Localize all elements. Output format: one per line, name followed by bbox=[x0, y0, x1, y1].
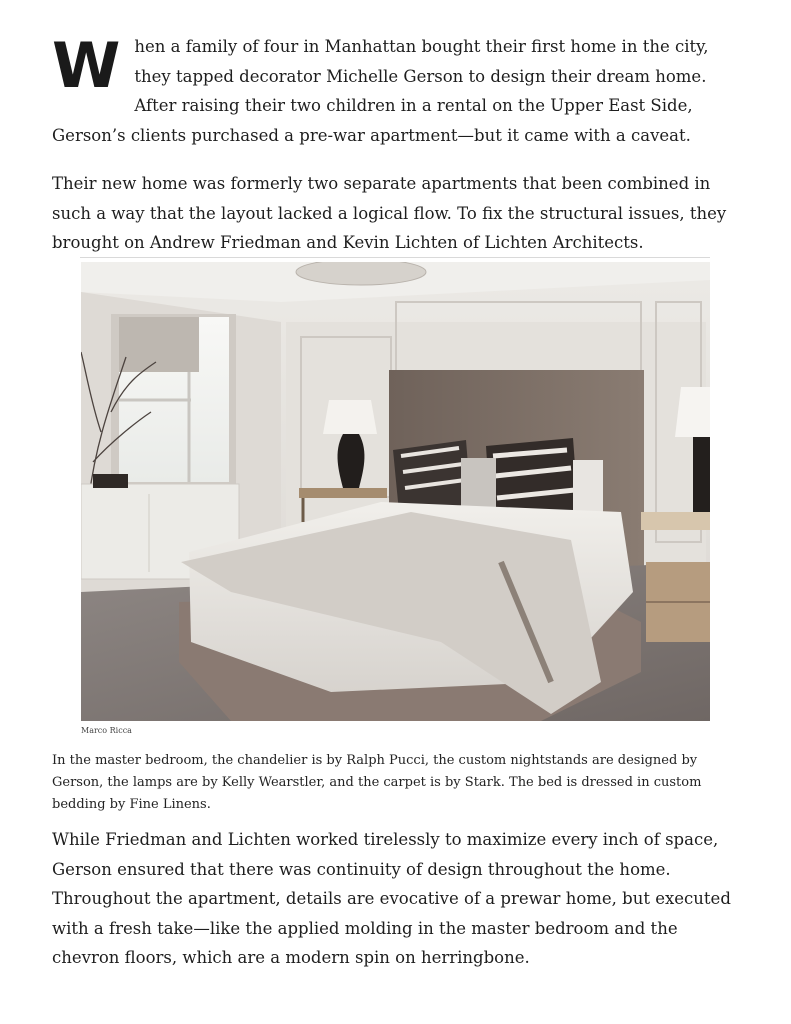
drop-cap: W bbox=[52, 29, 121, 102]
bedroom-photo bbox=[81, 262, 710, 721]
photo-credit: Marco Ricca bbox=[81, 726, 132, 735]
image-top-rule bbox=[80, 257, 710, 258]
third-paragraph: While Friedman and Lichten worked tirelessly to maximize every inch of space, Gerson ensured that there was continuity of design throughout the home. Throughout the apartment, details are evocative of a prewar home, but executed with a fresh take—like the applied molding in the master bedroom and the chevron floors, which are a modern spin on herringbone. bbox=[52, 830, 731, 967]
intro-paragraph-text: hen a family of four in Manhattan bought their first home in the city, they tapped decorator Michelle Gerson to design their dream home. After raising their two children in a rental on the Upper East Side, Gerson’s clients purchased a pre-war apartment—but it came with a caveat. bbox=[52, 37, 709, 145]
photo-caption: In the master bedroom, the chandelier is by Ralph Pucci, the custom nightstands are designed by Gerson, the lamps are by Kelly Wearstler, and the carpet is by Stark. The bed is dressed in custom bedding by Fine Linens. bbox=[52, 753, 702, 812]
second-paragraph: Their new home was formerly two separate apartments that been combined in such a way that the layout lacked a logical flow. To fix the structural issues, they brought on Andrew Friedman and Kevin Lichten of Lichten Architects. bbox=[52, 174, 727, 252]
intro-paragraph bbox=[52, 29, 744, 150]
